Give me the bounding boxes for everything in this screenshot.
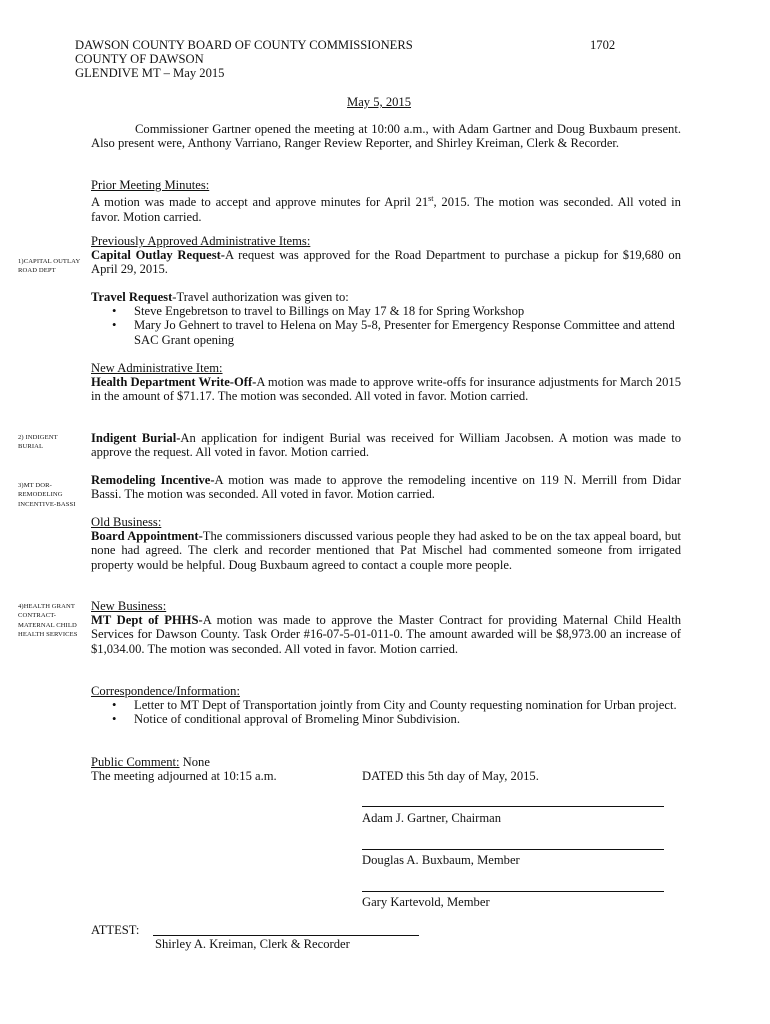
capital-outlay-text: A request was approved for the Road Department to purchase a pickup for $19,680 on April 29, 2015. bbox=[91, 248, 681, 277]
new-business-section bbox=[91, 599, 681, 656]
health-writeoff-text: A motion was made to approve write-offs for insurance adjustments for March 2015 in the amount of $71.17. The motion was seconded. All voted in favor. Motion carried. bbox=[91, 375, 681, 404]
adjourned-text: The meeting adjourned at 10:15 a.m. bbox=[91, 769, 277, 783]
header-location-date: GLENDIVE MT – May 2015 bbox=[75, 66, 225, 81]
correspondence-list bbox=[110, 698, 681, 726]
header-county: COUNTY OF DAWSON bbox=[75, 52, 204, 67]
travel-request-title: Travel Request bbox=[91, 290, 173, 304]
signature-line bbox=[362, 806, 664, 807]
margin-note-4: 4)HEALTH GRANT CONTRACT-MATERNAL CHILD HEALTH SERVICES bbox=[18, 603, 78, 638]
capital-outlay-title: Capital Outlay Request- bbox=[91, 248, 225, 263]
prior-minutes-text bbox=[91, 192, 681, 224]
travel-request-text: -Travel authorization was given to: bbox=[172, 290, 349, 304]
signature-name-member-2: Gary Kartevold, Member bbox=[362, 895, 490, 909]
signature-name-member-1: Douglas A. Buxbaum, Member bbox=[362, 853, 520, 867]
correspondence-list-item: • Notice of conditional approval of Bromeling Minor Subdivision. bbox=[110, 712, 681, 726]
correspondence-heading: Correspondence/Information: bbox=[91, 684, 240, 698]
document-header bbox=[75, 38, 413, 81]
signature-name-chairman: Adam J. Gartner, Chairman bbox=[362, 811, 502, 825]
travel-list-item: • Steve Engebretson to travel to Billings on May 17 & 18 for Spring Workshop bbox=[110, 304, 681, 318]
correspondence-section bbox=[91, 684, 681, 727]
mt-phhs-title: MT Dept of PHHS- bbox=[91, 613, 203, 628]
prior-minutes-text-b: , 2015. The motion was seconded. All voted in favor. Motion carried. bbox=[91, 195, 681, 224]
previously-approved-heading: Previously Approved Administrative Items: bbox=[91, 234, 311, 248]
prior-minutes-text-a: A motion was made to accept and approve minutes for April 21 bbox=[91, 195, 429, 210]
indigent-burial-title: Indigent Burial- bbox=[91, 431, 181, 445]
travel-list-item: • Mary Jo Gehnert to travel to Helena on May 5-8, Presenter for Emergency Response Committee and attend SAC Grant opening bbox=[110, 318, 681, 346]
board-appointment-title: Board Appointment- bbox=[91, 529, 203, 544]
capital-outlay-item bbox=[91, 248, 681, 276]
dated-text: DATED this 5th day of May, 2015. bbox=[362, 769, 539, 783]
signature-line bbox=[362, 849, 664, 850]
remodeling-incentive-title: Remodeling Incentive- bbox=[91, 473, 215, 487]
health-writeoff-item bbox=[91, 375, 681, 403]
margin-note-2: 2) INDIGENT BURIAL bbox=[18, 434, 58, 451]
old-business-heading: Old Business: bbox=[91, 515, 162, 529]
old-business-section bbox=[91, 515, 681, 572]
signature-line bbox=[362, 891, 664, 892]
header-board-name: DAWSON COUNTY BOARD OF COUNTY COMMISSIONERS bbox=[75, 38, 413, 52]
health-writeoff-title: Health Department Write-Off- bbox=[91, 375, 257, 390]
travel-request-item bbox=[91, 290, 681, 304]
new-admin-section bbox=[91, 361, 681, 404]
travel-request-section bbox=[91, 290, 681, 347]
attest-name: Shirley A. Kreiman, Clerk & Recorder bbox=[155, 937, 350, 951]
public-comment-label: Public Comment: bbox=[91, 755, 180, 769]
board-appointment-item bbox=[91, 529, 681, 572]
prior-minutes-heading: Prior Meeting Minutes: bbox=[91, 178, 210, 192]
previously-approved-section bbox=[91, 234, 681, 277]
mt-phhs-item bbox=[91, 613, 681, 656]
meeting-date: May 5, 2015 bbox=[347, 95, 412, 109]
intro-paragraph: Commissioner Gartner opened the meeting at 10:00 a.m., with Adam Gartner and Doug Buxbaum present. Also present were, Anthony Varriano, Ranger Review Reporter, and Shirley Kreiman, Clerk & Recorder. bbox=[91, 122, 681, 151]
travel-list bbox=[110, 304, 681, 347]
mt-phhs-text: A motion was made to approve the Master Contract for providing Maternal Child Health Services for Dawson County. Task Order #16-07-5-01-011-0. The amount awarded will be $8,973.00 an increase of $1,034.00. The motion was seconded. All voted in favor. Motion carried. bbox=[91, 613, 681, 656]
margin-note-3: 3)MT DOR-REMODELING INCENTIVE-BASSI bbox=[18, 482, 76, 508]
remodeling-incentive-text: A motion was made to approve the remodeling incentive on 119 N. Merrill from Didar Bassi. The motion was seconded. All voted in favor. Motion carried. bbox=[91, 473, 682, 502]
new-admin-heading: New Administrative Item: bbox=[91, 361, 223, 375]
attest-label: ATTEST: bbox=[91, 923, 140, 937]
prior-minutes-sup: st bbox=[428, 194, 434, 204]
remodeling-incentive-item bbox=[91, 473, 681, 501]
indigent-burial-text: An application for indigent Burial was received for William Jacobsen. A motion was made to approve the request. All voted in favor. Motion carried. bbox=[91, 431, 681, 460]
page-number: 1702 bbox=[590, 38, 616, 52]
new-business-heading: New Business: bbox=[91, 599, 167, 613]
attest-signature-line bbox=[153, 935, 419, 936]
correspondence-list-item: • Letter to MT Dept of Transportation jointly from City and County requesting nomination for Urban project. bbox=[110, 698, 681, 712]
prior-minutes-section bbox=[91, 178, 681, 224]
margin-note-1: 1)CAPITAL OUTLAY ROAD DEPT bbox=[18, 258, 81, 275]
public-comment-value: None bbox=[179, 755, 210, 769]
public-comment bbox=[91, 755, 210, 769]
indigent-burial-item bbox=[91, 431, 681, 459]
board-appointment-text: The commissioners discussed various people they had asked to be on the tax appeal board, but none had agreed. The clerk and recorder mentioned that Pat Mischel had commented someone from irrigated property would be helpful. Doug Buxbaum agreed to contact a couple more people. bbox=[91, 529, 681, 572]
